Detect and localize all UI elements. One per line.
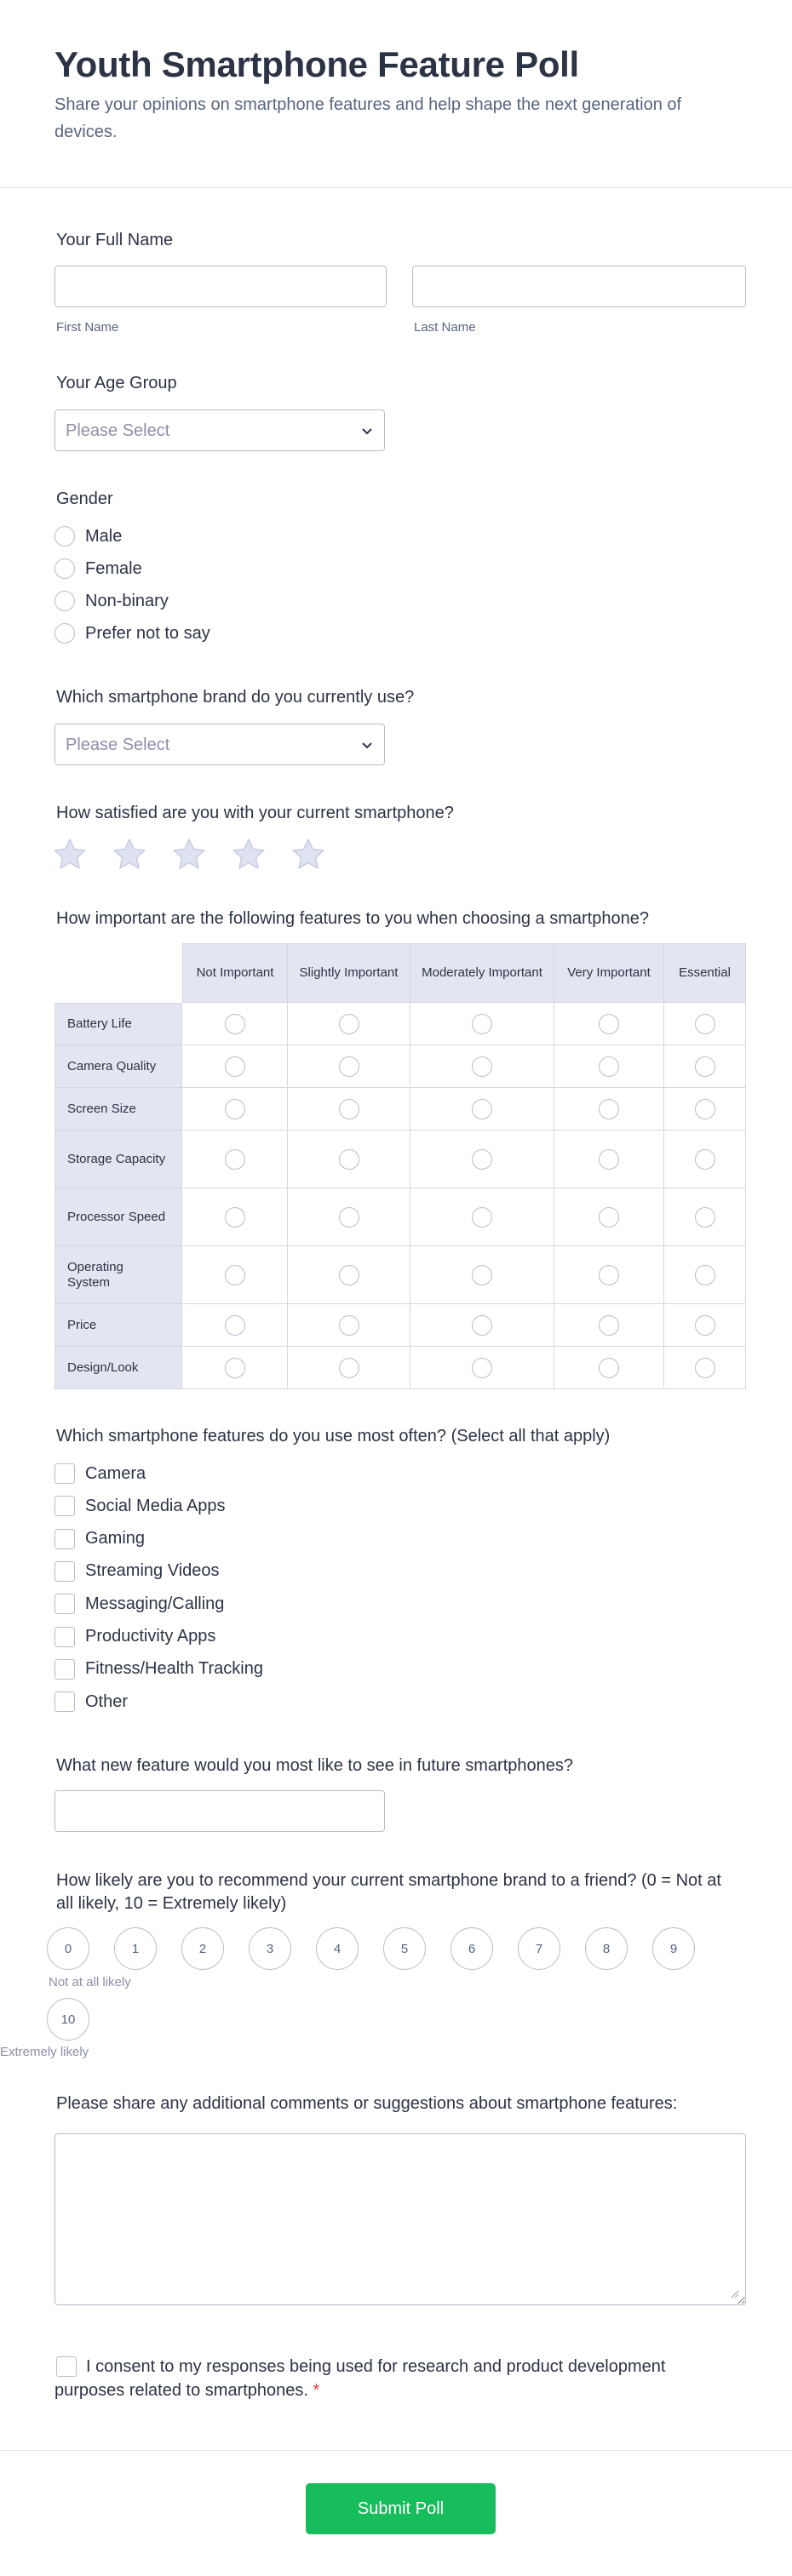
matrix-cell[interactable] <box>664 1188 746 1246</box>
age-group-select[interactable] <box>55 409 385 451</box>
feature-option-label: Productivity Apps <box>85 1627 216 1646</box>
form-description: Share your opinions on smartphone features and help shape the next generation of devices. <box>55 95 682 141</box>
matrix-radio[interactable] <box>472 1014 492 1034</box>
matrix-row-label: Design/Look <box>55 1347 182 1389</box>
matrix-cell[interactable] <box>288 1003 410 1045</box>
matrix-row-label: Battery Life <box>55 1003 182 1045</box>
submit-button[interactable]: Submit Poll <box>306 2483 496 2534</box>
matrix-cell[interactable] <box>410 1188 554 1246</box>
matrix-cell[interactable] <box>182 1188 288 1246</box>
matrix-cell[interactable] <box>288 1045 410 1088</box>
matrix-cell[interactable] <box>410 1045 554 1088</box>
star-icon[interactable] <box>170 836 208 873</box>
scale-option[interactable]: 10 <box>47 1998 89 2041</box>
scale-option[interactable]: 5 <box>383 1927 426 1970</box>
matrix-radio[interactable] <box>472 1207 492 1228</box>
matrix-radio[interactable] <box>472 1099 492 1119</box>
feature-checkbox[interactable] <box>55 1529 75 1549</box>
matrix-radio[interactable] <box>695 1207 715 1228</box>
feature-option[interactable] <box>55 1625 215 1649</box>
feature-checkbox[interactable] <box>55 1594 75 1614</box>
matrix-row-label: Price <box>55 1304 182 1347</box>
feature-checkbox[interactable] <box>55 1496 75 1516</box>
matrix-radio[interactable] <box>225 1014 245 1034</box>
scale-option[interactable]: 3 <box>249 1927 291 1970</box>
required-asterisk: * <box>313 2381 320 2400</box>
gender-option-label: Male <box>85 526 123 546</box>
matrix-cell[interactable] <box>288 1088 410 1131</box>
matrix-radio[interactable] <box>599 1315 619 1336</box>
scale-option[interactable]: 6 <box>451 1927 493 1970</box>
feature-option[interactable] <box>55 1527 145 1551</box>
feature-option-label: Fitness/Health Tracking <box>85 1659 263 1679</box>
brand-placeholder: Please Select <box>66 736 170 754</box>
scale-option[interactable]: 8 <box>585 1927 628 1970</box>
feature-checkbox[interactable] <box>55 1692 75 1712</box>
star-icon[interactable] <box>230 836 267 873</box>
scale-low-caption: Not at all likely <box>49 1975 131 1989</box>
scale-high-caption: Extremely likely <box>0 2045 89 2059</box>
matrix-cell[interactable] <box>664 1304 746 1347</box>
matrix-radio[interactable] <box>225 1207 245 1228</box>
matrix-radio[interactable] <box>472 1358 492 1378</box>
matrix-radio[interactable] <box>339 1099 359 1119</box>
feature-option-label: Social Media Apps <box>85 1496 226 1515</box>
matrix-cell[interactable] <box>410 1003 554 1045</box>
brand-label: Which smartphone brand do you currently use? <box>56 688 415 707</box>
form-title: Youth Smartphone Feature Poll <box>55 44 579 84</box>
matrix-radio[interactable] <box>695 1315 715 1336</box>
gender-label: Gender <box>56 489 113 508</box>
matrix-cell[interactable] <box>410 1131 554 1188</box>
matrix-cell[interactable] <box>288 1246 410 1304</box>
matrix-radio[interactable] <box>472 1265 492 1285</box>
matrix-cell[interactable] <box>182 1003 288 1045</box>
feature-option[interactable] <box>55 1690 128 1714</box>
gender-radio[interactable] <box>55 623 75 644</box>
matrix-column-header: Essential <box>664 943 746 1003</box>
importance-matrix <box>55 943 746 1388</box>
matrix-radio[interactable] <box>472 1056 492 1077</box>
matrix-cell[interactable] <box>410 1246 554 1304</box>
form-header <box>0 0 792 188</box>
satisfaction-label: How satisfied are you with your current smartphone? <box>56 804 454 822</box>
matrix-radio[interactable] <box>225 1315 245 1336</box>
scale-option[interactable]: 7 <box>518 1927 560 1970</box>
matrix-radio[interactable] <box>599 1099 619 1119</box>
matrix-cell[interactable] <box>288 1131 410 1188</box>
comments-label: Please share any additional comments or suggestions about smartphone features: <box>56 2094 678 2113</box>
chevron-down-icon <box>359 422 376 439</box>
matrix-radio[interactable] <box>695 1149 715 1170</box>
matrix-cell[interactable] <box>182 1246 288 1304</box>
matrix-cell[interactable] <box>288 1347 410 1389</box>
matrix-radio[interactable] <box>339 1358 359 1378</box>
matrix-radio[interactable] <box>225 1056 245 1077</box>
matrix-cell[interactable] <box>664 1246 746 1304</box>
matrix-cell[interactable] <box>664 1003 746 1045</box>
matrix-cell[interactable] <box>664 1347 746 1389</box>
matrix-radio[interactable] <box>339 1056 359 1077</box>
first-name-input[interactable] <box>55 266 387 307</box>
matrix-cell[interactable] <box>554 1003 664 1045</box>
feature-option[interactable] <box>55 1494 226 1518</box>
feature-option[interactable] <box>55 1462 146 1485</box>
matrix-radio[interactable] <box>472 1149 492 1170</box>
age-group-placeholder: Please Select <box>66 421 170 440</box>
feature-checkbox[interactable] <box>55 1659 75 1680</box>
gender-option[interactable] <box>55 524 122 548</box>
scale-option[interactable]: 2 <box>181 1927 224 1970</box>
matrix-cell[interactable] <box>554 1045 664 1088</box>
matrix-cell[interactable] <box>554 1088 664 1131</box>
matrix-radio[interactable] <box>339 1265 359 1285</box>
matrix-column-header: Moderately Important <box>410 943 554 1003</box>
age-group-label: Your Age Group <box>56 374 177 392</box>
matrix-radio[interactable] <box>225 1099 245 1119</box>
matrix-radio[interactable] <box>225 1358 245 1378</box>
matrix-radio[interactable] <box>695 1358 715 1378</box>
scale-option[interactable]: 1 <box>114 1927 157 1970</box>
consent-text-block <box>55 2355 668 2402</box>
resize-handle-icon[interactable] <box>731 2290 739 2298</box>
matrix-radio[interactable] <box>695 1014 715 1034</box>
matrix-cell[interactable] <box>182 1045 288 1088</box>
feature-option-label: Other <box>85 1692 129 1711</box>
matrix-radio[interactable] <box>599 1358 619 1378</box>
features-used-label: Which smartphone features do you use most often? (Select all that apply) <box>56 1427 611 1445</box>
matrix-radio[interactable] <box>339 1315 359 1336</box>
gender-option[interactable] <box>55 621 210 645</box>
gender-option-label: Prefer not to say <box>85 623 210 643</box>
matrix-cell[interactable] <box>554 1131 664 1188</box>
matrix-cell[interactable] <box>410 1088 554 1131</box>
matrix-cell[interactable] <box>410 1347 554 1389</box>
chevron-down-icon <box>359 736 376 753</box>
star-icon[interactable] <box>51 836 89 873</box>
first-name-sublabel: First Name <box>56 320 119 335</box>
matrix-cell[interactable] <box>664 1131 746 1188</box>
matrix-radio[interactable] <box>599 1014 619 1034</box>
matrix-cell[interactable] <box>554 1246 664 1304</box>
matrix-column-header: Not Important <box>182 943 288 1003</box>
star-icon[interactable] <box>290 836 327 873</box>
matrix-cell[interactable] <box>182 1304 288 1347</box>
matrix-row-label: Storage Capacity <box>55 1131 182 1188</box>
matrix-radio[interactable] <box>599 1265 619 1285</box>
feature-option-label: Messaging/Calling <box>85 1594 225 1613</box>
gender-radio[interactable] <box>55 558 75 579</box>
matrix-radio[interactable] <box>339 1014 359 1034</box>
gender-radio[interactable] <box>55 591 75 611</box>
scale-option[interactable]: 4 <box>316 1927 359 1970</box>
brand-select[interactable] <box>55 724 385 765</box>
importance-label: How important are the following features to you when choosing a smartphone? <box>56 909 649 928</box>
matrix-column-header: Slightly Important <box>288 943 410 1003</box>
gender-option-label: Non-binary <box>85 591 169 610</box>
matrix-cell[interactable] <box>664 1088 746 1131</box>
gender-option-label: Female <box>85 558 142 578</box>
matrix-cell[interactable] <box>182 1131 288 1188</box>
matrix-cell[interactable] <box>554 1188 664 1246</box>
gender-option[interactable] <box>55 589 169 613</box>
new-feature-label: What new feature would you most like to see in future smartphones? <box>56 1756 573 1775</box>
matrix-radio[interactable] <box>339 1149 359 1170</box>
comments-textarea[interactable] <box>55 2133 746 2305</box>
matrix-cell[interactable] <box>554 1304 664 1347</box>
last-name-sublabel: Last Name <box>414 320 476 335</box>
new-feature-input[interactable] <box>55 1790 385 1832</box>
matrix-row-label: Operating System <box>55 1246 182 1304</box>
feature-checkbox[interactable] <box>55 1561 75 1582</box>
matrix-cell[interactable] <box>288 1304 410 1347</box>
feature-checkbox[interactable] <box>55 1627 75 1647</box>
full-name-label: Your Full Name <box>56 231 174 249</box>
matrix-radio[interactable] <box>599 1056 619 1077</box>
matrix-radio[interactable] <box>695 1056 715 1077</box>
matrix-radio[interactable] <box>225 1265 245 1285</box>
matrix-cell[interactable] <box>182 1088 288 1131</box>
matrix-row-label: Processor Speed <box>55 1188 182 1246</box>
feature-option[interactable] <box>55 1592 224 1616</box>
recommend-label: How likely are you to recommend your current smartphone brand to a friend? (0 = Not at all likely, 10 = Extremely likely) <box>56 1871 721 1913</box>
feature-option-label: Gaming <box>85 1529 146 1548</box>
scale-option[interactable]: 9 <box>652 1927 695 1970</box>
matrix-column-header: Very Important <box>554 943 664 1003</box>
gender-option[interactable] <box>55 557 142 581</box>
feature-option[interactable] <box>55 1560 220 1583</box>
feature-option[interactable] <box>55 1657 263 1681</box>
matrix-cell[interactable] <box>664 1045 746 1088</box>
consent-text: I consent to my responses being used for research and product development purposes related to smartphones. <box>55 2357 666 2400</box>
matrix-row-label: Camera Quality <box>55 1045 182 1088</box>
form-footer <box>0 2450 792 2576</box>
matrix-cell[interactable] <box>182 1347 288 1389</box>
matrix-row-label: Screen Size <box>55 1088 182 1131</box>
matrix-radio[interactable] <box>695 1265 715 1285</box>
feature-option-label: Streaming Videos <box>85 1561 220 1581</box>
star-icon[interactable] <box>111 836 148 873</box>
gender-radio[interactable] <box>55 526 75 547</box>
matrix-cell[interactable] <box>554 1347 664 1389</box>
matrix-cell[interactable] <box>288 1188 410 1246</box>
last-name-input[interactable] <box>412 266 746 307</box>
feature-option-label: Camera <box>85 1463 146 1483</box>
matrix-radio[interactable] <box>472 1315 492 1336</box>
matrix-radio[interactable] <box>339 1207 359 1228</box>
matrix-radio[interactable] <box>695 1099 715 1119</box>
feature-checkbox[interactable] <box>55 1463 75 1484</box>
matrix-radio[interactable] <box>599 1207 619 1228</box>
matrix-cell[interactable] <box>410 1304 554 1347</box>
scale-option[interactable]: 0 <box>47 1927 89 1970</box>
matrix-radio[interactable] <box>225 1149 245 1170</box>
matrix-radio[interactable] <box>599 1149 619 1170</box>
